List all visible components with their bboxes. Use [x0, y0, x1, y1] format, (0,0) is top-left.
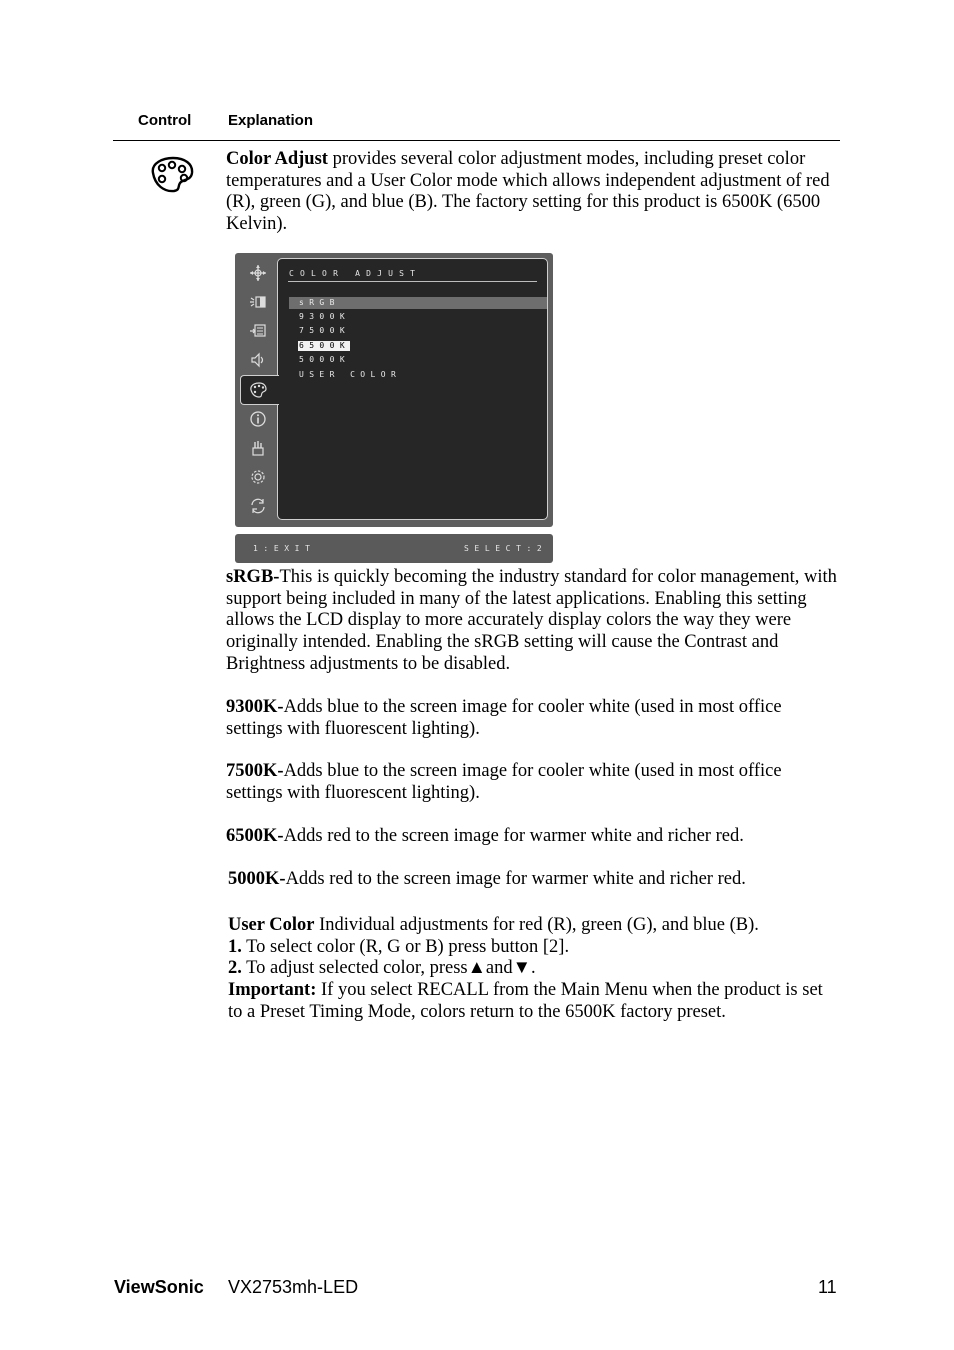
osd-item-5000k[interactable]: 5000K: [299, 355, 351, 364]
input-select-icon[interactable]: [249, 322, 267, 340]
color-adjust-icon[interactable]: [249, 381, 267, 399]
important-text: If you select RECALL from the Main Menu when the product is set to a Preset Timing Mode, colors return to the 6500K factory preset.: [228, 980, 823, 1022]
information-icon[interactable]: [249, 410, 267, 428]
color-palette-icon: [147, 155, 195, 193]
step-2-number: 2.: [228, 958, 242, 979]
user-color-section: [228, 915, 840, 1024]
osd-item-7500k[interactable]: 7500K: [299, 326, 351, 335]
header-rule: [113, 140, 840, 141]
9300k-text: Adds blue to the screen image for cooler white (used in most office settings with fluorescent lighting).: [226, 697, 782, 739]
osd-item-9300k[interactable]: 9300K: [299, 312, 351, 321]
osd-menu: [235, 253, 553, 527]
5000k-text: Adds red to the screen image for warmer white and richer red.: [285, 869, 746, 889]
6500k-paragraph: [226, 826, 838, 848]
page-number: 11: [818, 1277, 837, 1297]
auto-adjust-icon[interactable]: [249, 264, 267, 282]
intro-text: provides several color adjustment modes, including preset color temperatures and a User Color mode which allows independent adjustment of red (R), green (G), and blue (B). The factory setting for this product is 6500K (6500 Kelvin).: [226, 149, 830, 235]
7500k-text: Adds blue to the screen image for cooler white (used in most office settings with fluorescent lighting).: [226, 761, 782, 803]
osd-footer: [235, 534, 553, 563]
9300k-label: 9300K-: [226, 697, 284, 717]
header-control: Control: [138, 112, 192, 129]
9300k-paragraph: [226, 697, 838, 740]
osd-panel: [277, 258, 548, 520]
osd-footer-select: SELECT:2: [464, 544, 548, 553]
osd-item-user-color[interactable]: USER COLOR: [299, 370, 402, 379]
step-1-number: 1.: [228, 936, 242, 957]
intro-paragraph: [226, 149, 838, 236]
step-1-text: To select color (R, G or B) press button [2].: [241, 936, 570, 957]
osd-item-srgb[interactable]: sRGB: [299, 298, 340, 307]
important-note: [228, 980, 840, 1023]
footer-brand: ViewSonic: [114, 1277, 204, 1297]
step-2-end: .: [530, 958, 536, 979]
user-color-step-2: [228, 958, 840, 980]
5000k-paragraph: [228, 869, 840, 891]
important-label: Important:: [228, 980, 317, 1001]
down-arrow-icon: ▼: [512, 958, 531, 979]
6500k-text: Adds red to the screen image for warmer white and richer red.: [283, 826, 744, 846]
setup-menu-icon[interactable]: [249, 468, 267, 486]
user-color-label: User Color: [228, 915, 315, 935]
step-2-text: To adjust selected color, press: [241, 958, 468, 979]
7500k-paragraph: [226, 761, 838, 804]
osd-title-divider: [288, 281, 537, 282]
srgb-text: This is quickly becoming the industry standard for color management, with support being included in many of the latest applications. Enabling this setting allows the LCD display to more accurately display colors the way they were originally intended. Enabling the sRGB setting will cause the Contrast and Brightness adjustments to be disabled.: [226, 567, 837, 674]
5000k-label: 5000K-: [228, 869, 286, 889]
footer-model: VX2753mh-LED: [228, 1277, 359, 1297]
user-color-step-1: [228, 937, 840, 959]
header-explanation: Explanation: [228, 112, 314, 129]
osd-title: COLOR ADJUST: [289, 269, 422, 278]
srgb-paragraph: [226, 567, 838, 676]
intro-title: Color Adjust: [226, 149, 328, 169]
audio-adjust-icon[interactable]: [249, 351, 267, 369]
srgb-label: sRGB-: [226, 567, 280, 587]
memory-recall-icon[interactable]: [249, 497, 267, 515]
7500k-label: 7500K-: [226, 761, 284, 781]
osd-footer-exit: 1:EXIT: [253, 544, 316, 553]
user-color-line: [228, 915, 840, 937]
up-arrow-icon: ▲: [467, 958, 486, 979]
osd-item-6500k[interactable]: 6500K: [299, 341, 351, 350]
step-2-and: and: [485, 958, 513, 979]
contrast-brightness-icon[interactable]: [249, 293, 267, 311]
user-color-text: Individual adjustments for red (R), green (G), and blue (B).: [314, 915, 759, 935]
manual-image-adjust-icon[interactable]: [249, 439, 267, 457]
6500k-label: 6500K-: [226, 826, 284, 846]
